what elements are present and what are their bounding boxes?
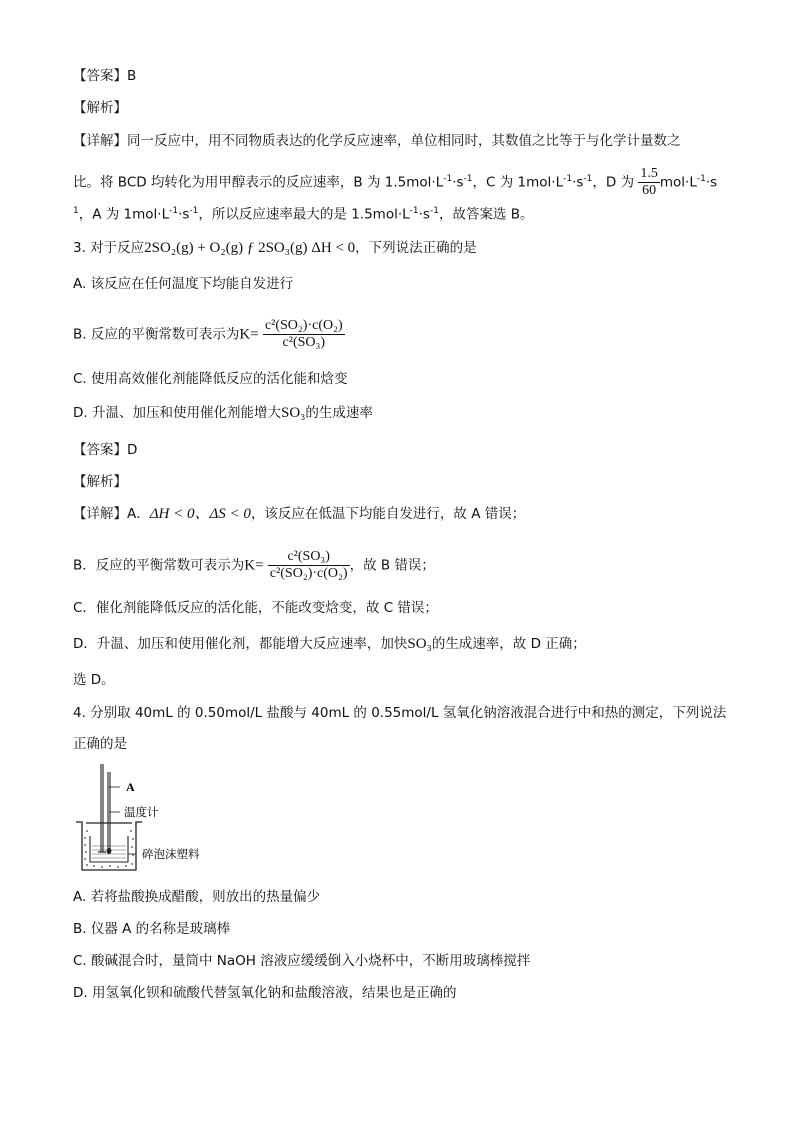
answer-label-1: 【答案】B — [73, 68, 137, 84]
equilibrium-constant-fraction-correct: $\frac{\text{c²(SO₃)}}{\text{c²(SO₂)·c(O₂)}}$ — [269, 549, 348, 581]
question-3-option-d: D. 升温、加压和使用催化剂能增大SO₃的生成速率 — [73, 405, 373, 421]
calorimeter-figure — [72, 760, 222, 878]
question-3-option-a: A. 该反应在任何温度下均能自发进行 — [73, 276, 294, 292]
fraction-1.5-over-60: $\frac{1.5}{60}$ — [640, 166, 658, 198]
question-3-option-b: B. 反应的平衡常数可表示为K= $\frac{\text{c²(SO₂)·c(O₂)}}{\text{c²(SO₃)}}$ — [73, 318, 343, 350]
detail-3-line-d: D．升温、加压和使用催化剂，都能增大反应速率，加快SO₃的生成速率，故 D 正确； — [73, 636, 586, 652]
detail-3-line-a: 【详解】A．ΔH < 0、ΔS < 0，该反应在低温下均能自发进行，故 A 错误； — [73, 506, 526, 522]
question-4-option-d: D. 用氢氧化钡和硫酸代替氢氧化钠和盐酸溶液，结果也是正确的 — [73, 985, 457, 1001]
reaction-equation: 2SO₂(g) + O₂(g) ƒ 2SO₃(g) ΔH < 0 — [144, 240, 356, 256]
figure-label-foam: 碎泡沫塑料 — [142, 847, 200, 861]
question-4-stem-line-2: 正确的是 — [73, 736, 127, 752]
calorimeter-diagram — [72, 760, 222, 878]
analysis-label-1: 【解析】 — [73, 100, 127, 116]
question-3-option-c: C. 使用高效催化剂能降低反应的活化能和焓变 — [73, 371, 348, 387]
detail-line-1: 【详解】同一反应中，用不同物质表达的化学反应速率，单位相同时，其数值之比等于与化学计量数之 — [73, 133, 681, 149]
analysis-label-3: 【解析】 — [73, 474, 127, 490]
detail-3-conclusion: 选 D。 — [73, 672, 115, 688]
question-4-option-a: A. 若将盐酸换成醋酸，则放出的热量偏少 — [73, 889, 321, 905]
detail-3-line-b: B．反应的平衡常数可表示为K= $\frac{\text{c²(SO₃)}}{\text{c²(SO₂)·c(O₂)}}$ ，故 B 错误； — [73, 549, 435, 581]
detail-3-line-c: C．催化剂能降低反应的活化能，不能改变焓变，故 C 错误； — [73, 600, 438, 616]
detail-line-3: $^1$，A 为 $1mol\cdot L^{-1}\cdot s^{-1}$，所以反应速率最大的是 $1.5mol\cdot L^{-1}\cdot s^{-1}$，故答案选 B。 — [73, 206, 534, 223]
detail-line-2: 比。将 BCD 均转化为用甲醇表示的反应速率，B 为 $1.5mol\cdot L^{-1}\cdot s^{-1}$，C 为 $1mol\cdot L^{-1}\cdot s^{-1}$，D 为 $\frac{1.5}{60}$ $mol\cdot L^{-1}\cdot s$ — [73, 166, 718, 198]
equilibrium-constant-fraction: $\frac{\text{c²(SO₂)·c(O₂)}}{\text{c²(SO₃)}}$ — [264, 318, 343, 350]
question-4-stem-line-1: 4. 分别取 40mL 的 0.50mol/L 盐酸与 40mL 的 0.55mol/L 氢氧化钠溶液混合进行中和热的测定，下列说法 — [73, 705, 727, 721]
question-4-option-c: C. 酸碱混合时，量筒中 NaOH 溶液应缓缓倒入小烧杯中，不断用玻璃棒搅拌 — [73, 953, 531, 969]
question-3-stem: 3. 对于反应2SO₂(g) + O₂(g) ƒ 2SO₃(g) ΔH < 0，下列说法正确的是 — [73, 240, 477, 256]
figure-label-thermometer: 温度计 — [124, 805, 159, 819]
answer-label-3: 【答案】D — [73, 442, 138, 458]
question-4-option-b: B. 仪器 A 的名称是玻璃棒 — [73, 921, 231, 937]
figure-label-a: A — [126, 780, 135, 794]
